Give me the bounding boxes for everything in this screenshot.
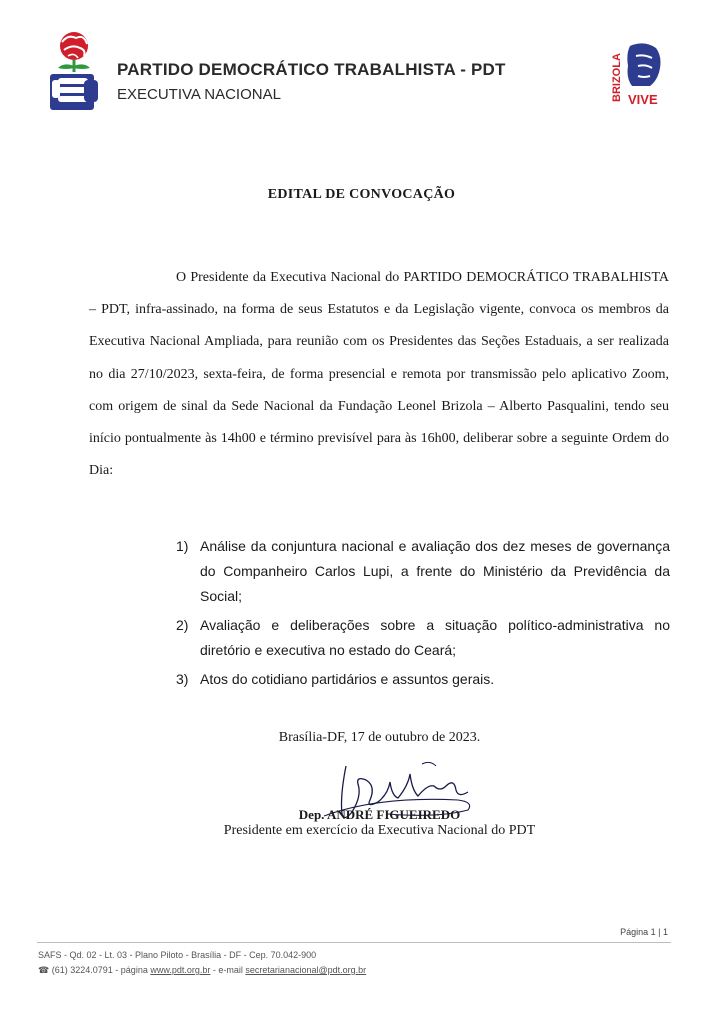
- footer-phone: (61) 3224.0791 -: [51, 965, 119, 975]
- signer-name: Dep. ANDRÉ FIGUEIREDO: [298, 807, 461, 822]
- agenda-list: [176, 534, 670, 696]
- phone-icon: ☎: [38, 965, 50, 975]
- footer-address: SAFS - Qd. 02 - Lt. 03 - Plano Piloto - Brasília - DF - Cep. 70.042-900: [38, 950, 317, 960]
- agenda-item-text: Avaliação e deliberações sobre a situação político-administrativa no diretório e executiva no estado do Ceará;: [200, 617, 670, 658]
- document-title: EDITAL DE CONVOCAÇÃO: [267, 187, 456, 202]
- agenda-item-number: 1): [176, 538, 189, 554]
- vive-word: VIVE: [628, 92, 658, 107]
- footer-page-text: página: [120, 965, 148, 975]
- agenda-item: [176, 667, 670, 692]
- agenda-item-number: 2): [176, 617, 189, 633]
- org-name: PARTIDO DEMOCRÁTICO TRABALHISTA - PDT: [117, 60, 506, 79]
- org-subtitle: EXECUTIVA NACIONAL: [117, 86, 281, 103]
- agenda-item: [176, 534, 670, 609]
- email-link[interactable]: secretarianacional@pdt.org.br: [245, 965, 367, 975]
- footer-email-text: - e-mail: [212, 965, 243, 975]
- site-link[interactable]: www.pdt.org.br: [150, 965, 211, 975]
- agenda-item: [176, 613, 670, 663]
- brizola-word: BRIZOLA: [611, 53, 623, 102]
- footer-divider: [37, 942, 671, 943]
- agenda-item-number: 3): [176, 671, 189, 687]
- pdt-rose-hand-logo: [44, 30, 104, 112]
- rose-icon: [60, 32, 88, 60]
- page-number: Página 1 | 1: [620, 927, 668, 937]
- hand-icon: [50, 74, 98, 110]
- signer-title: Presidente em exercício da Executiva Nacional do PDT: [223, 823, 536, 838]
- agenda-item-text: Atos do cotidiano partidários e assuntos gerais.: [200, 671, 495, 687]
- footer-contact: [38, 965, 366, 976]
- stem-icon: [58, 60, 90, 72]
- agenda-item-text: Análise da conjuntura nacional e avaliação dos dez meses de governança do Companheiro Carlos Lupi, a frente do Ministério da Previdência da Social;: [200, 538, 670, 604]
- place-date: Brasília-DF, 17 de outubro de 2023.: [278, 730, 481, 745]
- paragraph-text: O Presidente da Executiva Nacional do PARTIDO DEMOCRÁTICO TRABALHISTA – PDT, infra-assinado, na forma de seus Estatutos e da Legislação vigente, convoca os membros da Executiva Nacional Ampliada, para reunião com os Presidentes das Seções Estaduais, a ser realizada no dia 27/10/2023, sexta-feira, de forma presencial e remota por transmissão pelo aplicativo Zoom, com origem de sinal da Sede Nacional da Fundação Leonel Brizola – Alberto Pasqualini, tendo seu início pontualmente às 14h00 e término previsível para às 16h00, deliberar sobre a seguinte Ordem do Dia:: [89, 270, 669, 479]
- brizola-vive-logo: [608, 42, 664, 108]
- convocation-paragraph: [89, 262, 669, 487]
